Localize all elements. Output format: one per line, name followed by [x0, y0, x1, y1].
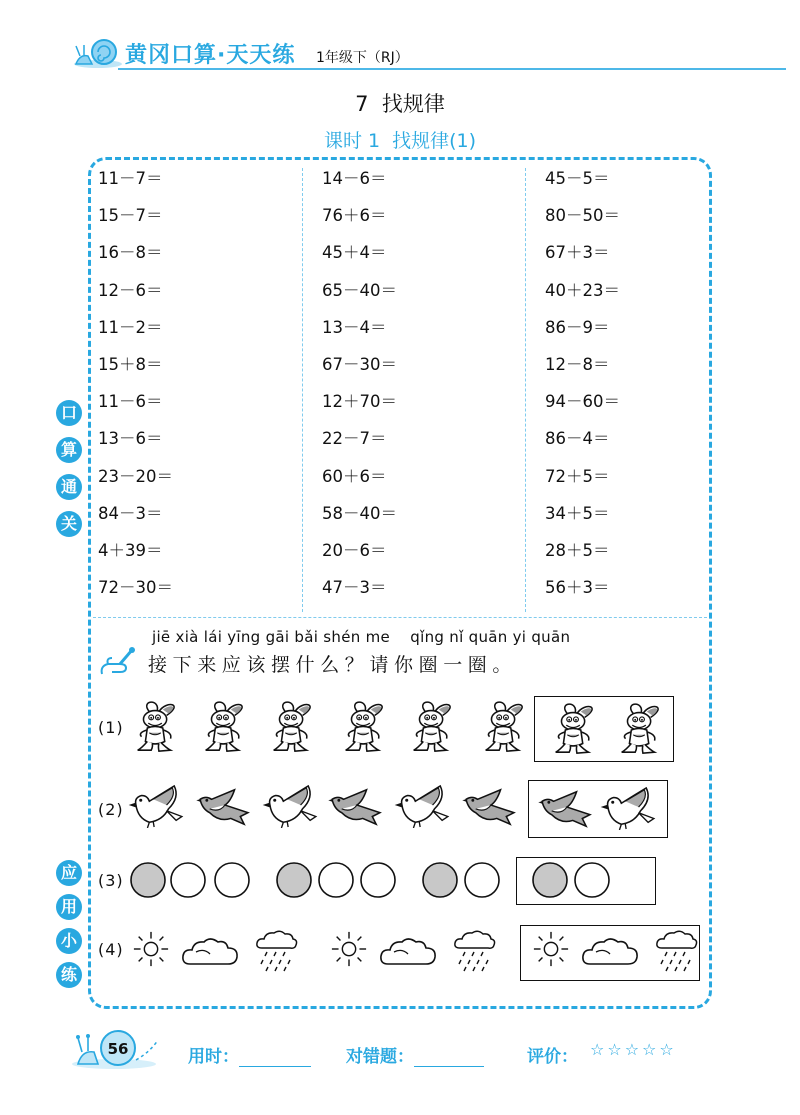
cloud-icon [378, 934, 438, 972]
label-char: 算 [56, 437, 82, 463]
equation: 15＋8＝ [98, 355, 163, 374]
pencil-hand-icon [98, 644, 138, 684]
bird-icon [262, 784, 320, 832]
header-divider [118, 68, 786, 70]
correct-blank[interactable] [414, 1066, 484, 1067]
equation: 13－6＝ [98, 429, 163, 449]
instruction-pinyin: jiē xià lái yīng gāi bǎi shén me qǐng nǐ quān yi quān [152, 628, 571, 646]
equation: 13－4＝ [322, 317, 387, 337]
rabbit-icon [404, 698, 462, 760]
gray-circle-icon [530, 860, 570, 904]
gray-circle-icon [274, 860, 314, 904]
equation: 58－40＝ [322, 503, 397, 523]
lesson-title: 课时 1 找规律(1) [323, 130, 477, 152]
equation: 67－30＝ [322, 355, 397, 374]
sun-icon [330, 930, 368, 972]
equation: 56＋3＝ [545, 578, 610, 598]
page-number: 56 [107, 1040, 129, 1058]
label-char: 练 [56, 962, 82, 988]
equation: 15－7＝ [98, 206, 163, 226]
cloud-icon [580, 934, 640, 972]
equation: 16－8＝ [98, 243, 163, 263]
equation: 84－3＝ [98, 503, 163, 523]
instruction-text: 接下来应该摆什么？请你圈一圈。 [148, 654, 518, 676]
equation: 11－7＝ [98, 169, 163, 188]
row-label: (3) [98, 871, 124, 890]
equation: 72－30＝ [98, 578, 173, 598]
equation: 76＋6＝ [322, 206, 387, 226]
equation: 12－8＝ [545, 355, 610, 374]
time-field [188, 1042, 311, 1067]
equation: 11－6＝ [98, 392, 163, 412]
equation: 40＋23＝ [545, 280, 620, 300]
white-circle-icon [358, 860, 398, 904]
equation: 47－3＝ [322, 578, 387, 598]
equation: 80－50＝ [545, 206, 620, 226]
label-char: 关 [56, 511, 82, 537]
equation: 34＋5＝ [545, 503, 610, 523]
snail-logo-icon [72, 34, 124, 74]
white-circle-icon [572, 860, 612, 904]
grade-label: 1年级下（RJ） [316, 50, 409, 66]
equation: 12＋70＝ [322, 392, 397, 412]
bird-icon [394, 784, 452, 832]
application-section-label [56, 860, 82, 988]
bird-icon [600, 786, 658, 834]
row-label: (2) [98, 800, 124, 819]
sun-icon [532, 930, 570, 972]
time-label: 用时： [188, 1047, 239, 1067]
equation: 22－7＝ [322, 429, 387, 449]
equation: 14－6＝ [322, 169, 387, 188]
white-circle-icon [212, 860, 252, 904]
chapter-title: 7 找规律 [355, 92, 445, 116]
rain-icon [254, 928, 298, 976]
oral-section-label [56, 400, 82, 537]
rain-icon [452, 928, 496, 976]
rabbit-icon [476, 698, 534, 760]
sun-icon [132, 930, 170, 972]
equation: 60＋6＝ [322, 466, 387, 486]
gray-circle-icon [128, 860, 168, 904]
rating-label: 评价： [527, 1047, 578, 1067]
rabbit-icon [546, 700, 604, 762]
rabbit-icon [128, 698, 186, 760]
correct-field [346, 1042, 484, 1067]
column-divider [525, 168, 526, 612]
equation: 72＋5＝ [545, 466, 610, 486]
cloud-icon [180, 934, 240, 972]
rating-stars[interactable]: ☆☆☆☆☆ [590, 1040, 677, 1059]
equation: 4＋39＝ [98, 541, 163, 560]
equation: 86－9＝ [545, 317, 610, 337]
equation: 45－5＝ [545, 169, 610, 188]
gray-circle-icon [420, 860, 460, 904]
white-circle-icon [462, 860, 502, 904]
row-label: (1) [98, 718, 124, 737]
time-blank[interactable] [239, 1066, 311, 1067]
label-char: 通 [56, 474, 82, 500]
equation: 86－4＝ [545, 429, 610, 449]
equation: 67＋3＝ [545, 243, 610, 263]
equation: 20－6＝ [322, 541, 387, 560]
rabbit-icon [336, 698, 394, 760]
equation: 23－20＝ [98, 466, 173, 486]
white-circle-icon [316, 860, 356, 904]
brand-title: 黄冈口算·天天练 [125, 43, 296, 68]
row-label: (4) [98, 940, 124, 959]
label-char: 应 [56, 860, 82, 886]
equation: 11－2＝ [98, 317, 163, 337]
rabbit-icon [196, 698, 254, 760]
swallow-icon [328, 784, 386, 832]
label-char: 小 [56, 928, 82, 954]
equation: 45＋4＝ [322, 243, 387, 263]
equation: 94－60＝ [545, 392, 620, 412]
label-char: 口 [56, 400, 82, 426]
swallow-icon [462, 784, 520, 832]
correct-label: 对错题： [346, 1047, 414, 1067]
equation: 65－40＝ [322, 280, 397, 300]
label-char: 用 [56, 894, 82, 920]
bird-icon [128, 784, 186, 832]
rating-field [527, 1042, 578, 1067]
swallow-icon [538, 786, 596, 834]
section-divider [93, 617, 707, 618]
column-divider [302, 168, 303, 612]
swallow-icon [196, 784, 254, 832]
rabbit-icon [264, 698, 322, 760]
equation: 12－6＝ [98, 280, 163, 300]
equation: 28＋5＝ [545, 541, 610, 560]
white-circle-icon [168, 860, 208, 904]
rain-icon [654, 928, 698, 976]
rabbit-icon [612, 700, 670, 762]
